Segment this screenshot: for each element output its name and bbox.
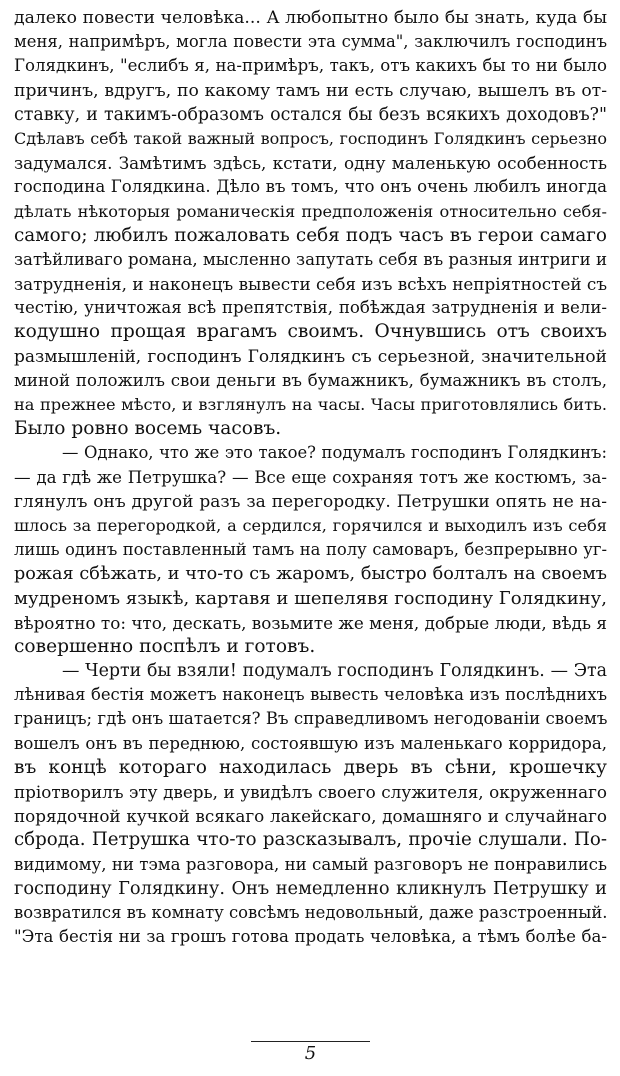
text-line: — Черти бы взяли! подумалъ господинъ Голядкинъ. — Эта bbox=[62, 661, 607, 682]
text-line: задумался. Замѣтимъ здѣсь, кстати, одну маленькую особенность bbox=[14, 153, 607, 174]
text-line: совершенно поспѣлъ и готовъ. bbox=[14, 635, 316, 657]
text-line: причинъ, вдругъ, по какому тамъ ни есть случаю, вышелъ въ от- bbox=[14, 80, 607, 101]
text-line: меня, напримѣръ, могла повести эта сумма", заключилъ господинъ bbox=[14, 32, 607, 52]
text-line: границъ; гдѣ онъ шатается? Въ справедливомъ негодованіи своемъ bbox=[14, 709, 607, 729]
text-line: лишь одинъ поставленный тамъ на полу самоваръ, безпрерывно уг- bbox=[14, 540, 607, 560]
text-line: мудреномъ языкѣ, картавя и шепелявя господину Голядкину, bbox=[14, 587, 607, 609]
text-line: Голядкинъ, "еслибъ я, на-примѣръ, такъ, отъ какихъ бы то ни было bbox=[14, 56, 607, 76]
text-line: глянулъ онъ другой разъ за перегородку. Петрушки опять не на- bbox=[14, 491, 607, 512]
text-line: рожая сбѣжать, и что-то съ жаромъ, быстро болталъ на своемъ bbox=[14, 564, 607, 585]
text-line: — да гдѣ же Петрушка? — Все еще сохраняя тотъ же костюмъ, за- bbox=[14, 467, 607, 487]
text-line: Было ровно восемь часовъ. bbox=[14, 418, 282, 440]
text-line: ставку, и такимъ-образомъ остался бы безъ всякихъ доходовъ?" bbox=[14, 104, 607, 125]
text-line: затѣйливаго романа, мысленно запутать себя въ разныя интриги и bbox=[14, 249, 607, 269]
text-line: господину Голядкину. Онъ немедленно кликнулъ Петрушку и bbox=[14, 877, 607, 899]
text-line: кодушно прощая врагамъ своимъ. Очнувшись отъ своихъ bbox=[14, 321, 607, 343]
text-line: порядочной кучкой всякаго лакейскаго, домашняго и случайнаго bbox=[14, 806, 607, 827]
text-line: самого; любилъ пожаловать себя подъ часъ въ герои самаго bbox=[14, 224, 607, 246]
text-line: господина Голядкина. Дѣло въ томъ, что онъ очень любилъ иногда bbox=[14, 177, 607, 197]
text-line: въ концѣ котораго находилась дверь въ сѣни, крошечку bbox=[14, 756, 607, 778]
text-line: видимому, ни тэма разговора, ни самый разговоръ не понравились bbox=[14, 854, 607, 874]
text-line: сброда. Петрушка что-то разсказывалъ, прочіе слушали. По- bbox=[14, 829, 607, 851]
text-line: возвратился въ комнату совсѣмъ недовольный, даже разстроенный. bbox=[14, 902, 607, 922]
text-line: лѣнивая бестія можетъ наконецъ вывесть человѣка изъ послѣднихъ bbox=[14, 685, 607, 705]
text-line: затрудненія, и наконецъ вывести себя изъ всѣхъ непріятностей съ bbox=[14, 274, 607, 295]
text-line: далеко повести человѣка... А любопытно было бы знать, куда бы bbox=[14, 8, 607, 28]
text-line: дѣлать нѣкоторыя романическія предположенія относительно себя- bbox=[14, 201, 607, 221]
text-line: вѣроятно то: что, дескать, возьмите же меня, добрые люди, вѣдь я bbox=[14, 612, 607, 633]
text-line: размышленій, господинъ Голядкинъ съ серьезной, значительной bbox=[14, 346, 607, 367]
text-line: честію, уничтожая всѣ препятствія, побѣждая затрудненія и вели- bbox=[14, 298, 607, 318]
text-line: шлось за перегородкой, а сердился, горячился и выходилъ изъ себя bbox=[14, 515, 607, 535]
text-line: миной положилъ свои деньги въ бумажникъ, бумажникъ въ столъ, bbox=[14, 370, 607, 390]
text-line: "Эта бестія ни за грошъ готова продать человѣка, а тѣмъ болѣе ба- bbox=[14, 927, 607, 947]
text-line: на прежнее мѣсто, и взглянулъ на часы. Часы приготовлялись бить. bbox=[14, 395, 607, 414]
footer-rule bbox=[251, 1041, 370, 1042]
text-line: Сдѣлавъ себѣ такой важный вопросъ, господинъ Голядкинъ серьезно bbox=[14, 128, 607, 148]
text-line: — Однако, что же это такое? подумалъ господинъ Голядкинъ: bbox=[62, 443, 607, 463]
page-number: 5 bbox=[304, 1043, 317, 1064]
page-text bbox=[14, 6, 607, 949]
text-line: вошелъ онъ въ переднюю, состоявшую изъ маленькаго корридора, bbox=[14, 733, 607, 753]
text-line: пріотворилъ эту дверь, и увидѣлъ своего служителя, окруженнаго bbox=[14, 782, 607, 802]
